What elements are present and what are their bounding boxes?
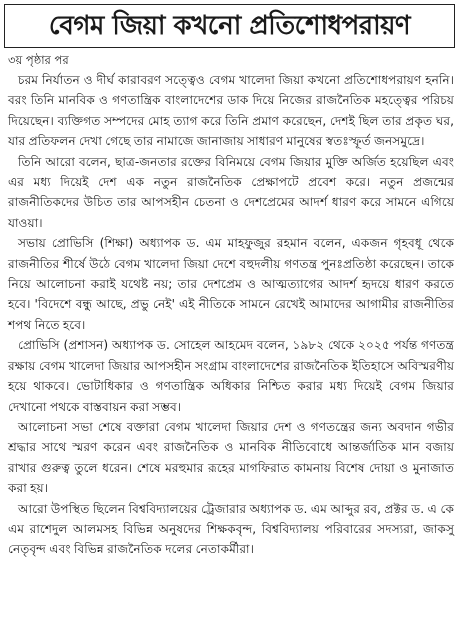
paragraph-2: তিনি আরো বলেন, ছাত্র-জনতার রক্তের বিনিময়ে বেগম জিয়ার মুক্তি অর্জিত হয়েছিল এবং এর মধ্য দিয়েই দেশ এক নতুন রাজনৈতিক প্রেক্ষাপটে প্রবেশ করে। নতুন প্রজন্মের রাজনীতিকদের উচিত তার আপসহীন চেতনা ও দেশপ্রেমের আদর্শ ধারণ করে সামনে এগিয়ে যাওয়া। <box>8 154 454 230</box>
paragraph-3: সভায় প্রোভিসি (শিক্ষা) অধ্যাপক ড. এম মাহফুজুর রহমান বলেন, একজন গৃহবধূ থেকে রাজনীতির শীর্ষে উঠে বেগম খালেদা জিয়া দেশে বহুদলীয় গণতন্ত্র পুনঃপ্রতিষ্ঠা করেছেন। তাকে নিয়ে আলোচনা করাই যথেষ্ট নয়; তার দেশপ্রেম ও আত্মত্যাগের আদর্শ হৃদয়ে ধারণ করতে হবে। 'বিদেশে বন্ধু আছে, প্রভু নেই' এই নীতিকে সামনে রেখেই আমাদের আগামীর রাজনীতির শপথ নিতে হবে। <box>8 236 454 332</box>
paragraph-4: প্রোভিসি (প্রশাসন) অধ্যাপক ড. সোহেল আহমেদ বলেন, ১৯৮২ থেকে ২০২৫ পর্যন্ত গণতন্ত্র রক্ষায় বেগম খালেদা জিয়ার আপসহীন সংগ্রাম বাংলাদেশের রাজনৈতিক ইতিহাসে অবিস্মরণীয় হয়ে থাকবে। ভোটাধিকার ও গণতান্ত্রিক অধিকার নিশ্চিত করার মধ্য দিয়েই বেগম জিয়ার দেখানো পথকে বাস্তবায়ন করা সম্ভব। <box>8 338 454 414</box>
headline-box <box>4 4 455 48</box>
paragraph-5: আলোচনা সভা শেষে বক্তারা বেগম খালেদা জিয়ার দেশ ও গণতন্ত্রের জন্য অবদান গভীর শ্রদ্ধার সাথে স্মরণ করেন এবং রাজনৈতিক ও মানবিক নীতিবোধে আন্তর্জাতিক মান বজায় রাখার গুরুত্ব তুলে ধরেন। শেষে মরহুমার রূহের মাগফিরাত কামনায় বিশেষ দোয়া ও মুনাজাত করা হয়। <box>8 419 454 496</box>
paragraph-1: চরম নির্যাতন ও দীর্ঘ কারাবরণ সত্ত্বেও বেগম খালেদা জিয়া কখনো প্রতিশোধপরায়ণ হননি। বরং তিনি মানবিক ও গণতান্ত্রিক বাংলাদেশের ডাক দিয়ে নিজের রাজনৈতিক মহত্ত্বের পরিচয় দিয়েছেন। ব্যক্তিগত সম্পদের মোহ ত্যাগ করে তিনি প্রমাণ করেছেন, দেশই ছিল তার প্রকৃত ঘর, যার প্রতিফলন দেখা গেছে তার নামাজে জানাজায় সাধারণ মানুষের স্বতঃস্ফূর্ত জনসমুদ্রে। <box>8 73 454 149</box>
headline: বেগম জিয়া কখনো প্রতিশোধপরায়ণ <box>48 11 411 41</box>
article-body <box>8 52 454 560</box>
continued-from-label: ৩য় পৃষ্ঠার পর <box>8 53 69 67</box>
paragraph-6: আরো উপস্থিত ছিলেন বিশ্ববিদ্যালয়ের ট্রেজারার অধ্যাপক ড. এম আব্দুর রব, প্রক্টর ড. এ কে এম রাশেদুল আলমসহ বিভিন্ন অনুষদের শিক্ষকবৃন্দ, বিশ্ববিদ্যালয় পরিবারের সদস্যরা, জাকসু নেতৃবৃন্দ এবং বিভিন্ন রাজনৈতিক দলের নেতাকর্মীরা। <box>8 501 454 557</box>
